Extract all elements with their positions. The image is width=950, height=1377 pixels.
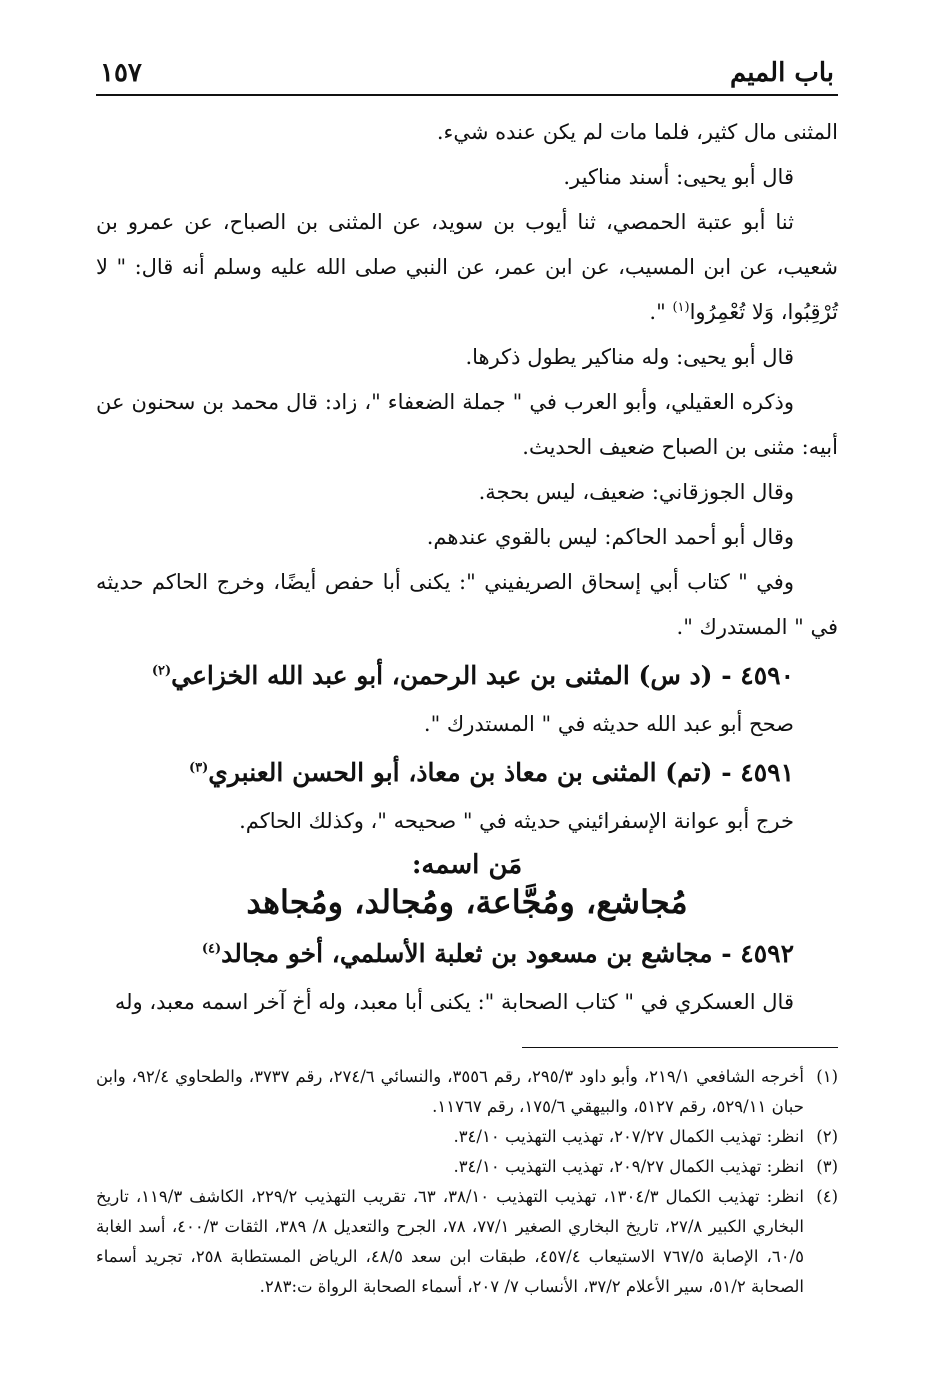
paragraph: وذكره العقيلي، وأبو العرب في " جملة الضعفاء "، زاد: قال محمد بن سحنون عن أبيه: مثنى بن الصباح ضعيف الحديث. bbox=[96, 390, 838, 459]
footnotes bbox=[96, 1062, 838, 1302]
paragraph: قال أبو يحيى: وله مناكير يطول ذكرها. bbox=[465, 345, 794, 369]
entry-title: ٤٥٩٢ - مجاشع بن مسعود بن ثعلبة الأسلمي، أخو مجالد bbox=[221, 939, 794, 968]
footnote-ref: (١) bbox=[672, 300, 690, 315]
footnote-ref: (٢) bbox=[151, 663, 172, 679]
paragraph: وقال الجوزقاني: ضعيف، ليس بحجة. bbox=[478, 480, 794, 504]
main-text bbox=[96, 110, 838, 1025]
entry-heading bbox=[96, 650, 838, 702]
paragraph: وقال أبو أحمد الحاكم: ليس بالقوي عندهم. bbox=[426, 525, 794, 549]
paragraph: صحح أبو عبد الله حديثه في " المستدرك ". bbox=[423, 712, 794, 736]
chapter-title: باب الميم bbox=[729, 58, 834, 88]
entry-heading bbox=[96, 928, 838, 980]
footnote-number: (٢) bbox=[816, 1127, 838, 1146]
entry-heading bbox=[96, 747, 838, 799]
paragraph: قال العسكري في " كتاب الصحابة ": يكنى أبا معبد، وله أخ آخر اسمه معبد، وله bbox=[114, 990, 794, 1014]
footnote-text: انظر: تهذيب الكمال ١٣٠٤/٣، تهذيب التهذيب ٣٨/١٠، ٦٣، تقريب التهذيب ٢٢٩/٢، الكاشف ١١٩/٣، تاريخ البخاري الكبير ٢٧/٨، تاريخ البخاري الصغير ٧٧/١، ٧٨، الجرح والتعديل ٨/ ٣٨٩، الثقات ٤٠٠/٣، أسد الغابة ٦٠/٥، الإصابة ٧٦٧/٥ الاستيعاب ٤٥٧/٤، طبقات ابن سعد ٤٨/٥، الرياض المستطابة ٢٥٨، تجريد أسماء الصحابة ٥١/٢، سير الأعلام ٣٧/٢، الأنساب ٧/ ٢٠٧، أسماء الصحابة الرواة ت:٢٨٣. bbox=[96, 1187, 804, 1296]
book-page bbox=[96, 48, 838, 1302]
footnote bbox=[96, 1062, 838, 1122]
paragraph: وفي " كتاب أبي إسحاق الصريفيني ": يكنى أبا حفص أيضًا، وخرج الحاكم حديثه في " المستدرك ". bbox=[96, 570, 838, 639]
paragraph: قال أبو يحيى: أسند مناكير. bbox=[563, 165, 794, 189]
footnote-text: انظر: تهذيب الكمال ٢٠٩/٢٧، تهذيب التهذيب ٣٤/١٠. bbox=[453, 1157, 804, 1176]
entry-title: ٤٥٩١ - (تم) المثنى بن معاذ بن معاذ، أبو الحسن العنبري bbox=[208, 758, 794, 787]
header-divider bbox=[96, 94, 838, 96]
paragraph bbox=[96, 200, 838, 335]
paragraph: المثنى مال كثير، فلما مات لم يكن عنده شيء. bbox=[436, 120, 838, 144]
footnote-text: أخرجه الشافعي ٢١٩/١، وأبو داود ٢٩٥/٣، رقم ٣٥٥٦، والنسائي ٢٧٤/٦، رقم ٣٧٣٧، والطحاوي ٩٢/٤، وابن حبان ٥٢٩/١١، رقم ٥١٢٧، والبيهقي ١٧٥/٦، رقم ١١٧٦٧. bbox=[96, 1067, 804, 1116]
paragraph: خرج أبو عوانة الإسفرائيني حديثه في " صحيحه "، وكذلك الحاكم. bbox=[239, 809, 794, 833]
page-number: ١٥٧ bbox=[100, 58, 142, 88]
footnote-ref: (٤) bbox=[201, 941, 222, 957]
footnote-divider bbox=[522, 1047, 838, 1048]
paragraph-text: ثنا أبو عتبة الحمصي، ثنا أيوب بن سويد، عن المثنى بن الصباح، عن عمرو بن شعيب، عن ابن المسيب، عن ابن عمر، عن النبي صلى الله عليه وسلم أنه قال: " لا تُرْقِبُوا، وَلا تُعْمِرُوا bbox=[96, 210, 838, 324]
paragraph-text: ". bbox=[649, 300, 666, 324]
section-heading: مَن اسمه: bbox=[411, 850, 523, 880]
footnote-text: انظر: تهذيب الكمال ٢٠٧/٢٧، تهذيب التهذيب ٣٤/١٠. bbox=[453, 1127, 804, 1146]
footnote bbox=[96, 1182, 838, 1302]
footnote-number: (٣) bbox=[816, 1157, 838, 1176]
entry-title: ٤٥٩٠ - (د س) المثنى بن عبد الرحمن، أبو عبد الله الخزاعي bbox=[171, 661, 794, 690]
footnote bbox=[96, 1152, 838, 1182]
section-names: مُجاشع، ومُجَّاعة، ومُجالد، ومُجاهد bbox=[246, 883, 688, 921]
footnote-number: (٤) bbox=[816, 1187, 838, 1206]
page-header bbox=[96, 48, 838, 88]
footnote-number: (١) bbox=[816, 1067, 838, 1086]
footnote-ref: (٣) bbox=[189, 760, 209, 776]
footnote bbox=[96, 1122, 838, 1152]
